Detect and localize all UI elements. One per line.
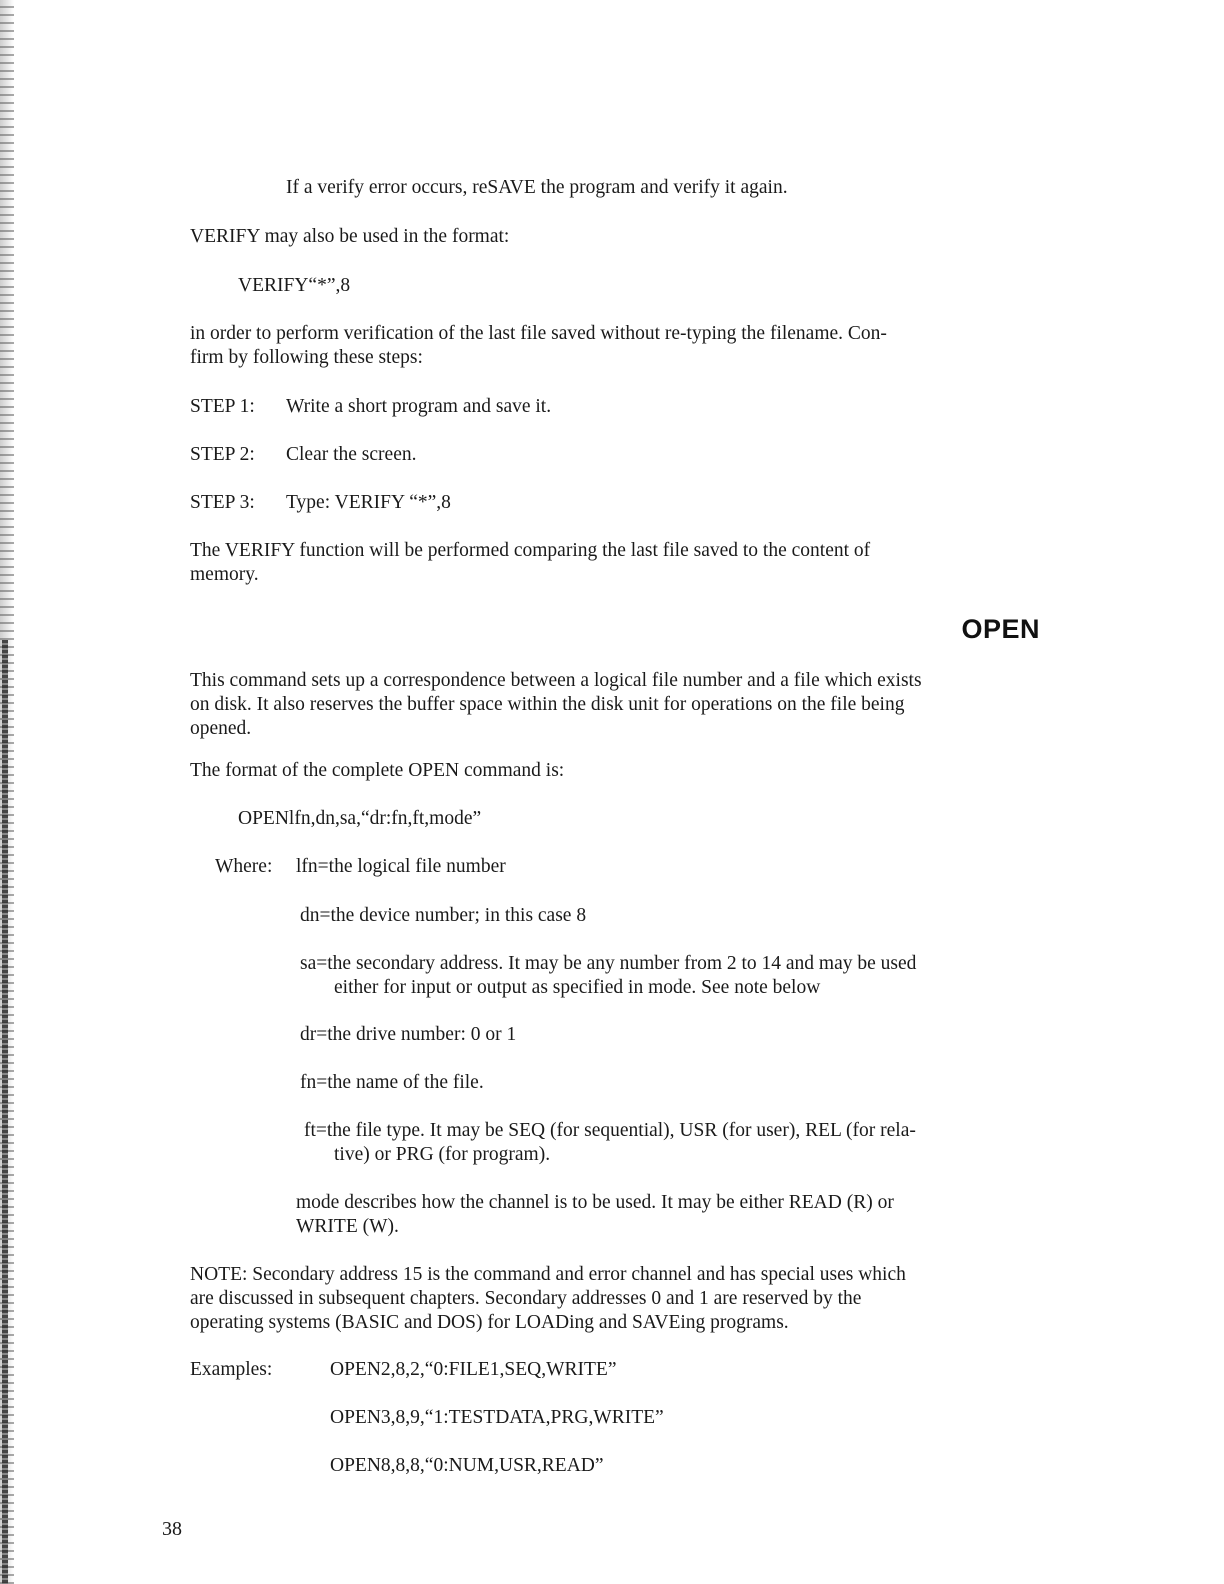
open-format-code: OPENlfn,dn,sa,“dr:fn,ft,mode” xyxy=(238,808,482,829)
verify-format-text: VERIFY may also be used in the format: xyxy=(190,226,510,247)
open-desc-line3: opened. xyxy=(190,718,252,739)
param-mode-line1: mode describes how the channel is to be used. It may be either READ (R) or xyxy=(296,1192,894,1213)
open-desc-line2: on disk. It also reserves the buffer space within the disk unit for operations on the file being xyxy=(190,694,905,715)
scan-binding-shadow xyxy=(2,640,8,1584)
where-label: Where: xyxy=(215,856,273,877)
verify-example-code: VERIFY“*”,8 xyxy=(238,275,351,296)
note-line1: NOTE: Secondary address 15 is the command and error channel and has special uses which xyxy=(190,1264,906,1285)
page-number: 38 xyxy=(162,1518,182,1540)
example-1: OPEN2,8,2,“0:FILE1,SEQ,WRITE” xyxy=(330,1359,617,1380)
open-desc-line1: This command sets up a correspondence between a logical file number and a file which exists xyxy=(190,670,922,691)
param-fn: fn=the name of the file. xyxy=(300,1072,484,1093)
step-1-label: STEP 1: xyxy=(190,396,255,417)
param-ft-line2: tive) or PRG (for program). xyxy=(334,1144,551,1165)
open-section-heading: OPEN xyxy=(961,614,1040,644)
verify-explain-line1: in order to perform verification of the last file saved without re-typing the filename. Con- xyxy=(190,323,887,344)
param-sa-line2: either for input or output as specified in mode. See note below xyxy=(334,977,821,998)
step-1-text: Write a short program and save it. xyxy=(286,396,552,417)
examples-label: Examples: xyxy=(190,1359,273,1380)
verify-result-line1: The VERIFY function will be performed comparing the last file saved to the content of xyxy=(190,540,871,561)
param-mode-line2: WRITE (W). xyxy=(296,1216,399,1237)
note-line3: operating systems (BASIC and DOS) for LOADing and SAVEing programs. xyxy=(190,1312,789,1333)
example-2: OPEN3,8,9,“1:TESTDATA,PRG,WRITE” xyxy=(330,1407,664,1428)
verify-result-line2: memory. xyxy=(190,564,259,585)
step-3-label: STEP 3: xyxy=(190,492,255,513)
step-2-label: STEP 2: xyxy=(190,444,255,465)
step-2-text: Clear the screen. xyxy=(286,444,417,465)
param-lfn: lfn=the logical file number xyxy=(296,856,506,877)
note-line2: are discussed in subsequent chapters. Secondary addresses 0 and 1 are reserved by the xyxy=(190,1288,862,1309)
param-ft-line1: ft=the file type. It may be SEQ (for sequential), USR (for user), REL (for rela- xyxy=(304,1120,916,1141)
verify-explain-line2: firm by following these steps: xyxy=(190,347,423,368)
param-dr: dr=the drive number: 0 or 1 xyxy=(300,1024,517,1045)
example-3: OPEN8,8,8,“0:NUM,USR,READ” xyxy=(330,1455,604,1476)
verify-error-text: If a verify error occurs, reSAVE the program and verify it again. xyxy=(286,177,788,198)
step-3-text: Type: VERIFY “*”,8 xyxy=(286,492,451,513)
param-dn: dn=the device number; in this case 8 xyxy=(300,905,587,926)
open-format-intro: The format of the complete OPEN command is: xyxy=(190,760,565,781)
param-sa-line1: sa=the secondary address. It may be any number from 2 to 14 and may be used xyxy=(300,953,917,974)
